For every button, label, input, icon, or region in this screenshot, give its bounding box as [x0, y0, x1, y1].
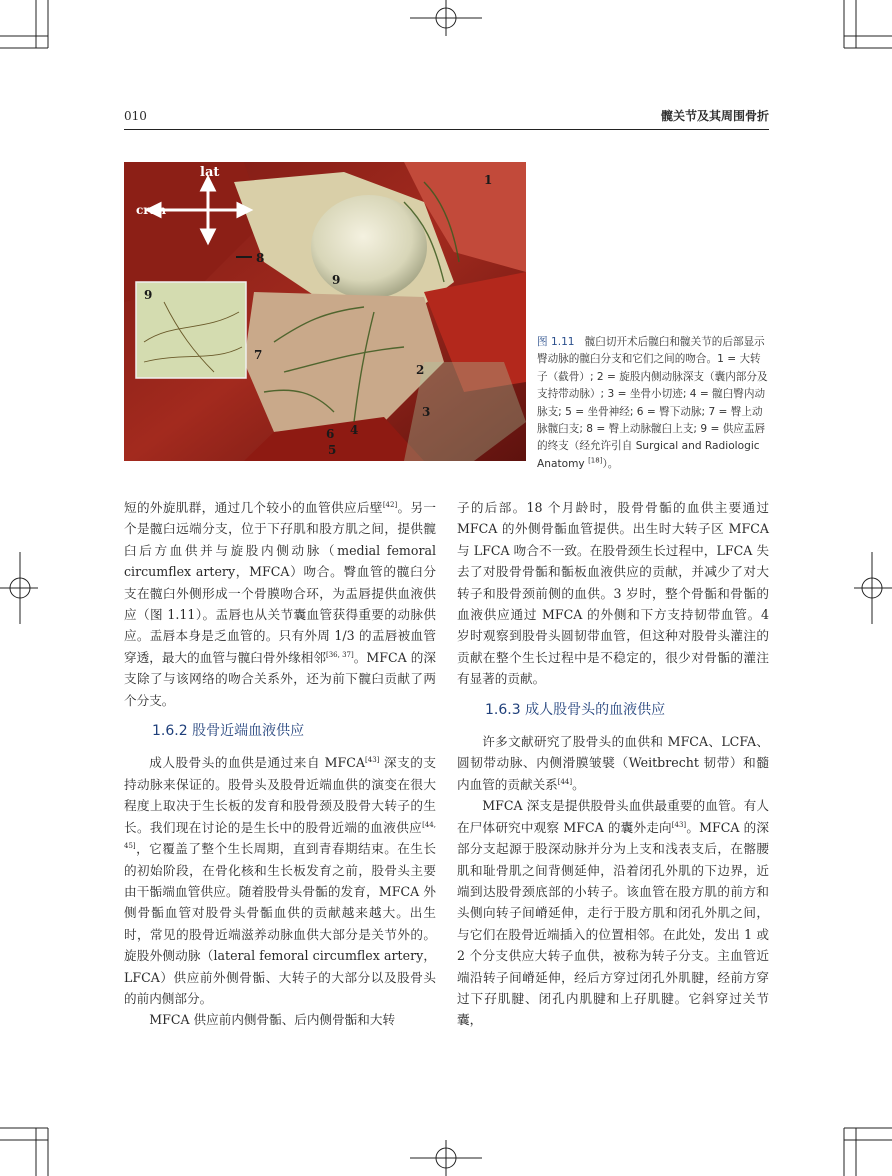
marker-6: 6	[326, 427, 335, 441]
right-paragraph-1: 子的后部。18 个月龄时，股骨骨骺的血供主要通过 MFCA 的外侧骨骺血管提供。出生时大转子区 MFCA 与 LFCA 吻合不一致。在股骨颈生长过程中，LFCA 失去了对股骨骨骺和骺板血液供应的贡献，并减少了对大转子和股骨颈前侧的血供。3 岁时，整个骨骺和骨骺的血液供应通过 MFCA 的外侧和下方支持韧带血管。4 岁时观察到股骨头圆韧带血管，但这种对股骨头灌注的贡献在整个生长过程中是不稳定的，很少对骨骺的灌注有显著的贡献。	[457, 500, 769, 687]
marker-3: 3	[422, 405, 431, 419]
label-lat: lat	[200, 165, 220, 180]
citation: [44]	[557, 777, 573, 786]
left-paragraph-2: 成人股骨头的血供是通过来自 MFCA[43] 深支的支持动脉来保证的。股骨头及股骨近端血供的演变在很大程度上取决于生长板的发育和股骨颈及股骨大转子的生长。我们现在讨论的是生长中的股骨近端的血液供应[44, 45]，它覆盖了整个生长周期，直到青春期结束。在生长的初始阶段，在骨化核和生长板发育之前，股骨头主要由干骺端血管供应。随着股骨头骨骺的发育，MFCA 外侧骨骺血管对股骨头骨骺血供的贡献越来越大。出生时，常见的股骨近端滋养动脉血供大部分是关节外的。旋股外侧动脉（lateral femoral circumflex artery，LFCA）供应前外侧骨骺、大转子的大部分以及股骨头的前内侧部分。	[124, 755, 436, 1006]
citation: [43]	[671, 820, 687, 829]
section-heading-1-6-2: 1.6.2 股骨近端血液供应	[152, 723, 305, 740]
citation: [36, 37]	[325, 650, 354, 659]
book-title: 髋关节及其周围骨折	[660, 109, 769, 123]
femoral-head	[311, 195, 427, 299]
label-cran: cran	[136, 203, 167, 217]
figure-caption	[537, 334, 771, 473]
marker-9: 9	[332, 273, 341, 287]
marker-9-inset: 9	[144, 288, 153, 302]
right-paragraph-3: MFCA 深支是提供股骨头血供最重要的血管。有人在尸体研究中观察 MFCA 的囊外走向[43]。MFCA 的深部分支起源于股深动脉并分为上支和浅表支后，在髂腰肌和耻骨肌之间背侧延伸，沿着闭孔外肌的下边界，近端到达股骨颈底部的小转子。该血管在股方肌的前方和头侧向转子间嵴延伸，走行于股方肌和闭孔外肌之间，与它们在股骨近端插入的位置相邻。在此处，发出 1 或 2 个分支供应大转子血供，被称为转子分支。主血管近端沿转子间嵴延伸，经后方穿过闭孔外肌腱，经前方穿过下孖肌腱、闭孔内肌腱和上孖肌腱。它斜穿过关节囊，	[457, 798, 769, 1028]
surgical-photo-illustration	[124, 162, 526, 461]
left-paragraph-1: 短的外旋肌群，通过几个较小的血管供应后壁[42]。另一个是髋臼远端分支，位于下孖肌和股方肌之间，提供髋臼后方血供并与旋股内侧动脉（medial femoral circumflex artery，MFCA）吻合。臀血管的髋臼分支在髋臼外侧形成一个骨膜吻合环，为盂唇提供血液供应（图 1.11）。盂唇也从关节囊血管获得重要的动脉供应。盂唇本身是乏血管的。只有外周 1/3 的盂唇被血管穿透，最大的血管与髋臼骨外缘相邻[36, 37]。MFCA 的深支除了与该网络的吻合关系外，还为前下髋臼贡献了两个分支。	[124, 500, 437, 708]
left-column	[124, 497, 436, 1031]
marker-2: 2	[416, 363, 425, 377]
marker-4: 4	[350, 423, 359, 437]
citation: [43]	[365, 756, 380, 765]
figure-surgical-photo	[124, 162, 526, 461]
marker-5: 5	[328, 443, 337, 457]
citation: [44, 45]	[124, 820, 436, 850]
inset-photo	[136, 282, 246, 378]
caption-ref: [18]	[588, 456, 603, 465]
running-header	[124, 107, 769, 130]
section-heading-1-6-3: 1.6.3 成人股骨头的血液供应	[485, 701, 666, 718]
left-paragraph-3: MFCA 供应前内侧骨骺、后内侧骨骺和大转	[149, 1012, 396, 1028]
page-number: 010	[124, 109, 147, 123]
marker-8: 8	[256, 251, 265, 265]
caption-text: 髋臼切开术后髋臼和髋关节的后部显示臀动脉的髋臼分支和它们之间的吻合。1 = 大转子（截骨）; 2 = 旋股内侧动脉深支（囊内部分及支持带动脉）; 3 = 坐骨小切迹; 4 = 髋臼臀内动脉支; 5 = 坐骨神经; 6 = 臀下动脉; 7 = 臀上动脉髋臼支; 8 = 臀上动脉髋臼上支; 9 = 供应盂唇的终支（经允许引自 Surgical and Radiologic Anatomy	[537, 336, 768, 470]
figure-label: 图 1.11	[537, 336, 575, 348]
marker-1: 1	[484, 173, 493, 187]
right-paragraph-2: 许多文献研究了股骨头的血供和 MFCA、LCFA、圆韧带动脉、内侧滑膜皱襞（Weitbrecht 韧带）和髓内血管的贡献关系[44]。	[457, 734, 769, 792]
caption-end: ）。	[602, 457, 619, 470]
citation: [42]	[382, 500, 398, 509]
right-column	[457, 497, 769, 1031]
marker-7: 7	[254, 348, 263, 362]
